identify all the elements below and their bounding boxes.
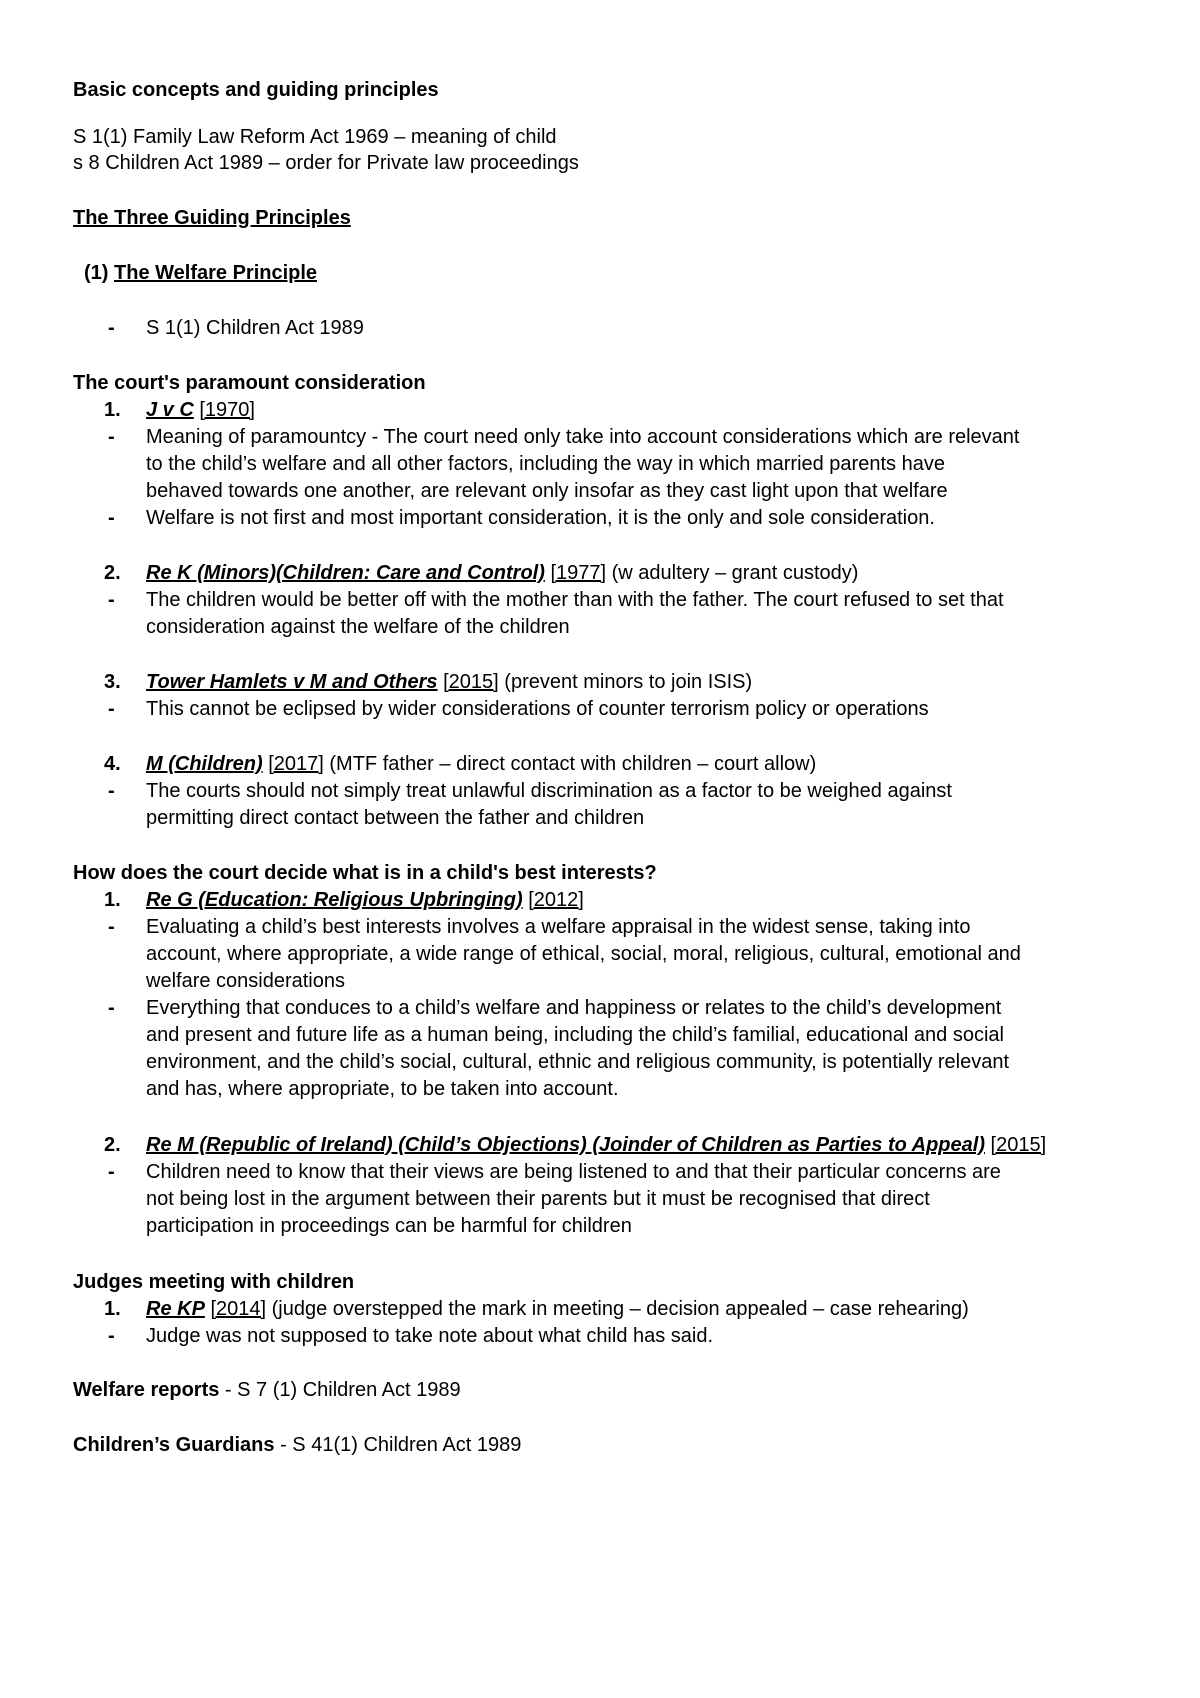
bullet-marker: - [108,507,115,529]
case-point-line: environment, and the child’s social, cultural, ethnic and religious community, is potentially relevant [146,1051,1010,1073]
case-note: (prevent minors to join ISIS) [504,671,753,693]
case-title-line [146,1296,969,1322]
welfare-reports-label: Welfare reports [73,1379,220,1401]
case-number: 4. [104,753,121,775]
case-point-line: Welfare is not first and most important consideration, it is the only and sole consideration. [146,507,935,529]
case-title-line [146,669,752,695]
bullet-marker: - [108,997,115,1019]
case-year: [2015] [443,671,499,693]
case-point-line: permitting direct contact between the father and children [146,807,645,829]
bullet-marker: - [108,317,115,339]
case-name: J v C [146,399,194,421]
case-point-line: Everything that conduces to a child’s welfare and happiness or relates to the child’s development [146,997,1002,1019]
case-number: 1. [104,399,121,421]
welfare-principle-title: The Welfare Principle [114,262,318,284]
case-point-line: Meaning of paramountcy - The court need only take into account considerations which are relevant [146,426,1020,448]
case-point-line: Judge was not supposed to take note about what child has said. [146,1325,714,1347]
case-number: 1. [104,1298,121,1320]
case-number: 2. [104,562,121,584]
case-name: Re K (Minors)(Children: Care and Control) [146,562,545,584]
case-year: [1970] [199,399,255,421]
welfare-reports-text: - S 7 (1) Children Act 1989 [219,1379,461,1401]
case-title-line [146,560,858,586]
case-name: Re M (Republic of Ireland) (Child’s Objections) (Joinder of Children as Parties to Appeal) [146,1134,985,1156]
bullet-marker: - [108,1325,115,1347]
paramount-heading: The court's paramount consideration [73,372,426,394]
case-name: M (Children) [146,753,263,775]
case-title-line [146,397,255,423]
case-point-line: welfare considerations [146,970,345,992]
case-year: [2015] [990,1134,1047,1156]
case-point-line: to the child’s welfare and all other factors, including the way in which married parents have [146,453,945,475]
case-year: [2014] [210,1298,267,1320]
bullet-marker: - [108,780,115,802]
case-title-line [146,1132,1046,1158]
childrens-guardians-text: - S 41(1) Children Act 1989 [274,1434,522,1456]
bullet-marker: - [108,698,115,720]
best_interests-heading: How does the court decide what is in a child's best interests? [73,862,657,884]
childrens-guardians-line [73,1432,521,1458]
case-note: (MTF father – direct contact with children – court allow) [329,753,817,775]
case-number: 3. [104,671,121,693]
three-principles-heading: The Three Guiding Principles [73,207,351,229]
case-title-line [146,887,584,913]
case-point-line: participation in proceedings can be harmful for children [146,1215,632,1237]
case-name: Re G (Education: Religious Upbringing) [146,889,523,911]
case-number: 2. [104,1134,121,1156]
case-name: Re KP [146,1298,205,1320]
intro-line-1: S 1(1) Family Law Reform Act 1969 – meaning of child [73,126,557,148]
case-name: Tower Hamlets v M and Others [146,671,438,693]
intro-line-2: s 8 Children Act 1989 – order for Private law proceedings [73,152,579,174]
case-point-line: not being lost in the argument between their parents but it must be recognised that direct [146,1188,930,1210]
bullet-marker: - [108,426,115,448]
welfare-principle-number: (1) [84,262,109,284]
case-point-line: This cannot be eclipsed by wider considerations of counter terrorism policy or operations [146,698,929,720]
case-year: [2012] [528,889,584,911]
case-point-line: The courts should not simply treat unlawful discrimination as a factor to be weighed against [146,780,952,802]
welfare-principle-bullet: S 1(1) Children Act 1989 [146,317,364,339]
case-point-line: The children would be better off with the mother than with the father. The court refused to set that [146,589,1004,611]
case-point-line: Evaluating a child’s best interests involves a welfare appraisal in the widest sense, taking into [146,916,971,938]
welfare-reports-line [73,1377,461,1403]
bullet-marker: - [108,916,115,938]
document-title: Basic concepts and guiding principles [73,79,439,101]
case-point-line: consideration against the welfare of the children [146,616,570,638]
case-year: [2017] [268,753,324,775]
case-note: (w adultery – grant custody) [611,562,859,584]
bullet-marker: - [108,589,115,611]
bullet-marker: - [108,1161,115,1183]
case-point-line: behaved towards one another, are relevant only insofar as they cast light upon that welfare [146,480,948,502]
welfare-principle-heading [84,260,317,286]
case-point-line: Children need to know that their views are being listened to and that their particular concerns are [146,1161,1001,1183]
case-point-line: and has, where appropriate, to be taken into account. [146,1078,619,1100]
case-point-line: and present and future life as a human being, including the child’s familial, educational and social [146,1024,1004,1046]
judges-heading: Judges meeting with children [73,1271,355,1293]
case-note: (judge overstepped the mark in meeting – decision appealed – case rehearing) [271,1298,969,1320]
case-year: [1977] [550,562,607,584]
case-point-line: account, where appropriate, a wide range of ethical, social, moral, religious, cultural, emotional and [146,943,1021,965]
childrens-guardians-label: Children’s Guardians [73,1434,275,1456]
case-title-line [146,751,816,777]
case-number: 1. [104,889,121,911]
